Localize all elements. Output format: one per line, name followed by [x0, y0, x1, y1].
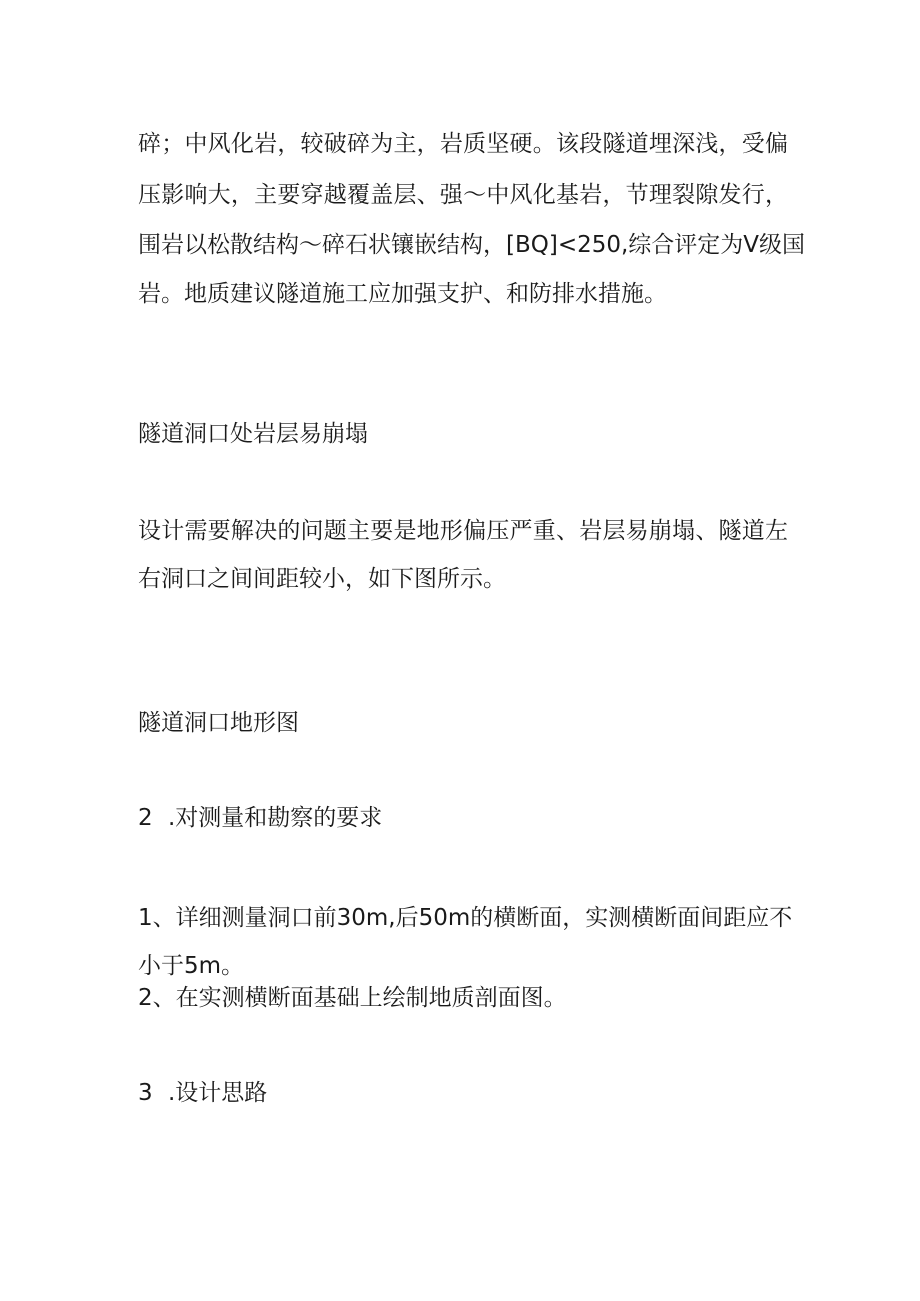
section-title-text: .设计思路	[167, 1080, 268, 1106]
section-number: 3	[138, 1080, 153, 1106]
section-title	[138, 803, 788, 833]
paragraph-line: 岩。地质建议隧道施工应加强支护、和防排水措施。	[138, 281, 667, 307]
paragraph-line: 右洞口之间间距较小，如下图所示。	[138, 566, 506, 592]
section-heading: 隧道洞口处岩层易崩塌	[138, 421, 368, 447]
paragraph-line: 设计需要解决的问题主要是地形偏压严重、岩层易崩塌、隧道左	[138, 518, 788, 544]
paragraph-line: 碎；中风化岩，较破碎为主，岩质坚硬。该段隧道埋深浅，受偏	[138, 131, 788, 157]
section-title-text: .对测量和勘察的要求	[167, 805, 383, 831]
section-title	[138, 1078, 788, 1108]
requirement-line: 1、详细测量洞口前30m,后50m的横断面，实测横断面间距应不	[138, 905, 793, 931]
section-number: 2	[138, 805, 153, 831]
requirement-line: 2、在实测横断面基础上绘制地质剖面图。	[138, 985, 567, 1011]
figure-caption: 隧道洞口地形图	[138, 710, 299, 736]
paragraph-line: 压影响大，主要穿越覆盖层、强～中风化基岩，节理裂隙发行，	[138, 182, 788, 208]
paragraph-line: 围岩以松散结构～碎石状镶嵌结构，[BQ]<250,综合评定为V级国	[138, 232, 806, 258]
requirement-line: 小于5m。	[138, 953, 245, 979]
